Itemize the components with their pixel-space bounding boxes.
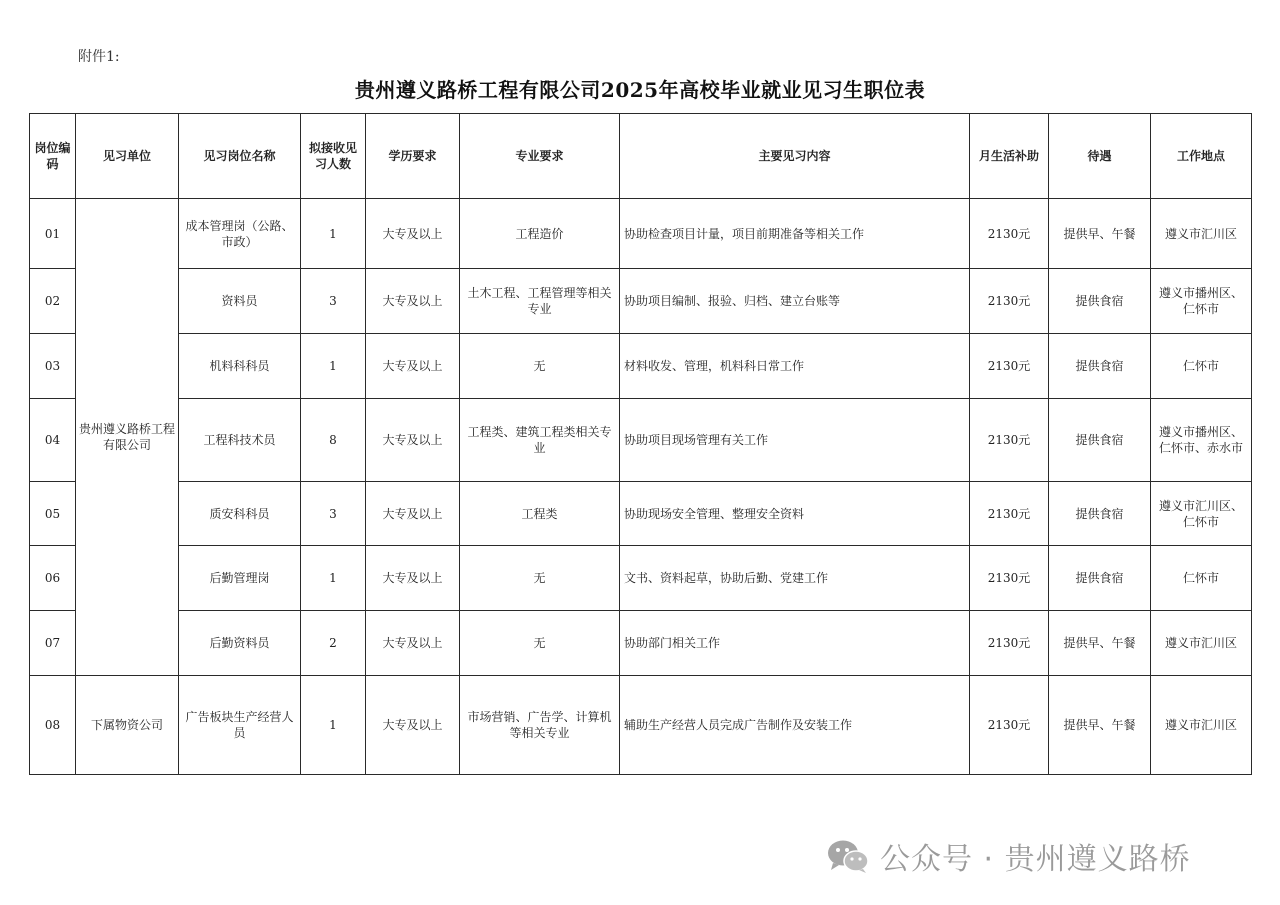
cell-content: 协助现场安全管理、整理安全资料 bbox=[620, 482, 970, 546]
cell-education: 大专及以上 bbox=[366, 334, 460, 399]
cell-location: 遵义市汇川区、仁怀市 bbox=[1151, 482, 1252, 546]
cell-subsidy: 2130元 bbox=[970, 482, 1049, 546]
cell-major: 市场营销、广告学、计算机等相关专业 bbox=[460, 676, 620, 775]
cell-code: 03 bbox=[30, 334, 76, 399]
cell-major: 无 bbox=[460, 334, 620, 399]
header-code: 岗位编码 bbox=[30, 114, 76, 199]
cell-benefits: 提供食宿 bbox=[1049, 546, 1151, 611]
cell-major: 无 bbox=[460, 546, 620, 611]
header-location: 工作地点 bbox=[1151, 114, 1252, 199]
page-title: 贵州遵义路桥工程有限公司2025年高校毕业就业见习生职位表 bbox=[354, 78, 926, 102]
cell-content: 协助项目编制、报验、归档、建立台账等 bbox=[620, 269, 970, 334]
cell-benefits: 提供食宿 bbox=[1049, 269, 1151, 334]
cell-count: 1 bbox=[301, 334, 366, 399]
cell-major: 土木工程、工程管理等相关专业 bbox=[460, 269, 620, 334]
cell-unit-main: 贵州遵义路桥工程有限公司 bbox=[76, 199, 179, 676]
header-unit: 见习单位 bbox=[76, 114, 179, 199]
table-row bbox=[30, 611, 1252, 676]
cell-content: 辅助生产经营人员完成广告制作及安装工作 bbox=[620, 676, 970, 775]
cell-subsidy: 2130元 bbox=[970, 399, 1049, 482]
cell-major: 工程类 bbox=[460, 482, 620, 546]
cell-major: 无 bbox=[460, 611, 620, 676]
cell-code: 07 bbox=[30, 611, 76, 676]
wechat-icon bbox=[826, 838, 870, 874]
cell-count: 3 bbox=[301, 269, 366, 334]
cell-location: 仁怀市 bbox=[1151, 334, 1252, 399]
cell-benefits: 提供早、午餐 bbox=[1049, 676, 1151, 775]
cell-location: 仁怀市 bbox=[1151, 546, 1252, 611]
cell-count: 1 bbox=[301, 199, 366, 269]
cell-benefits: 提供早、午餐 bbox=[1049, 611, 1151, 676]
table-row bbox=[30, 399, 1252, 482]
cell-code: 01 bbox=[30, 199, 76, 269]
cell-subsidy: 2130元 bbox=[970, 269, 1049, 334]
cell-position: 机料科科员 bbox=[179, 334, 301, 399]
cell-content: 协助部门相关工作 bbox=[620, 611, 970, 676]
table-row bbox=[30, 334, 1252, 399]
cell-position: 广告板块生产经营人员 bbox=[179, 676, 301, 775]
cell-subsidy: 2130元 bbox=[970, 676, 1049, 775]
cell-content: 材料收发、管理，机料科日常工作 bbox=[620, 334, 970, 399]
cell-benefits: 提供食宿 bbox=[1049, 482, 1151, 546]
cell-count: 2 bbox=[301, 611, 366, 676]
cell-major: 工程造价 bbox=[460, 199, 620, 269]
cell-code: 04 bbox=[30, 399, 76, 482]
cell-location: 遵义市播州区、仁怀市、赤水市 bbox=[1151, 399, 1252, 482]
cell-position: 成本管理岗（公路、市政） bbox=[179, 199, 301, 269]
cell-position: 资料员 bbox=[179, 269, 301, 334]
cell-location: 遵义市汇川区 bbox=[1151, 611, 1252, 676]
header-count: 拟接收见习人数 bbox=[301, 114, 366, 199]
cell-subsidy: 2130元 bbox=[970, 611, 1049, 676]
header-row bbox=[30, 114, 1252, 199]
cell-position: 后勤资料员 bbox=[179, 611, 301, 676]
cell-count: 1 bbox=[301, 546, 366, 611]
cell-content: 文书、资料起草，协助后勤、党建工作 bbox=[620, 546, 970, 611]
table-row bbox=[30, 482, 1252, 546]
cell-content: 协助检查项目计量，项目前期准备等相关工作 bbox=[620, 199, 970, 269]
cell-count: 1 bbox=[301, 676, 366, 775]
job-table bbox=[29, 113, 1252, 775]
header-content: 主要见习内容 bbox=[620, 114, 970, 199]
cell-benefits: 提供食宿 bbox=[1049, 399, 1151, 482]
cell-education: 大专及以上 bbox=[366, 399, 460, 482]
header-major: 专业要求 bbox=[460, 114, 620, 199]
table-row bbox=[30, 546, 1252, 611]
cell-content: 协助项目现场管理有关工作 bbox=[620, 399, 970, 482]
cell-benefits: 提供食宿 bbox=[1049, 334, 1151, 399]
cell-position: 工程科技术员 bbox=[179, 399, 301, 482]
watermark bbox=[826, 834, 1191, 878]
cell-count: 8 bbox=[301, 399, 366, 482]
cell-subsidy: 2130元 bbox=[970, 199, 1049, 269]
cell-education: 大专及以上 bbox=[366, 676, 460, 775]
cell-education: 大专及以上 bbox=[366, 482, 460, 546]
table-row bbox=[30, 269, 1252, 334]
header-benefits: 待遇 bbox=[1049, 114, 1151, 199]
cell-code: 02 bbox=[30, 269, 76, 334]
cell-education: 大专及以上 bbox=[366, 199, 460, 269]
header-position: 见习岗位名称 bbox=[179, 114, 301, 199]
table-row bbox=[30, 676, 1252, 775]
cell-benefits: 提供早、午餐 bbox=[1049, 199, 1151, 269]
cell-education: 大专及以上 bbox=[366, 611, 460, 676]
cell-unit-sub: 下属物资公司 bbox=[76, 676, 179, 775]
cell-location: 遵义市汇川区 bbox=[1151, 676, 1252, 775]
cell-location: 遵义市汇川区 bbox=[1151, 199, 1252, 269]
cell-code: 06 bbox=[30, 546, 76, 611]
table-row bbox=[30, 199, 1252, 269]
cell-location: 遵义市播州区、仁怀市 bbox=[1151, 269, 1252, 334]
cell-code: 05 bbox=[30, 482, 76, 546]
cell-education: 大专及以上 bbox=[366, 269, 460, 334]
watermark-text: 公众号 · 贵州遵义路桥 bbox=[880, 842, 1191, 877]
cell-count: 3 bbox=[301, 482, 366, 546]
cell-subsidy: 2130元 bbox=[970, 334, 1049, 399]
attachment-label: 附件1: bbox=[78, 49, 120, 65]
cell-major: 工程类、建筑工程类相关专业 bbox=[460, 399, 620, 482]
cell-position: 质安科科员 bbox=[179, 482, 301, 546]
header-education: 学历要求 bbox=[366, 114, 460, 199]
cell-education: 大专及以上 bbox=[366, 546, 460, 611]
cell-subsidy: 2130元 bbox=[970, 546, 1049, 611]
cell-position: 后勤管理岗 bbox=[179, 546, 301, 611]
cell-code: 08 bbox=[30, 676, 76, 775]
header-subsidy: 月生活补助 bbox=[970, 114, 1049, 199]
